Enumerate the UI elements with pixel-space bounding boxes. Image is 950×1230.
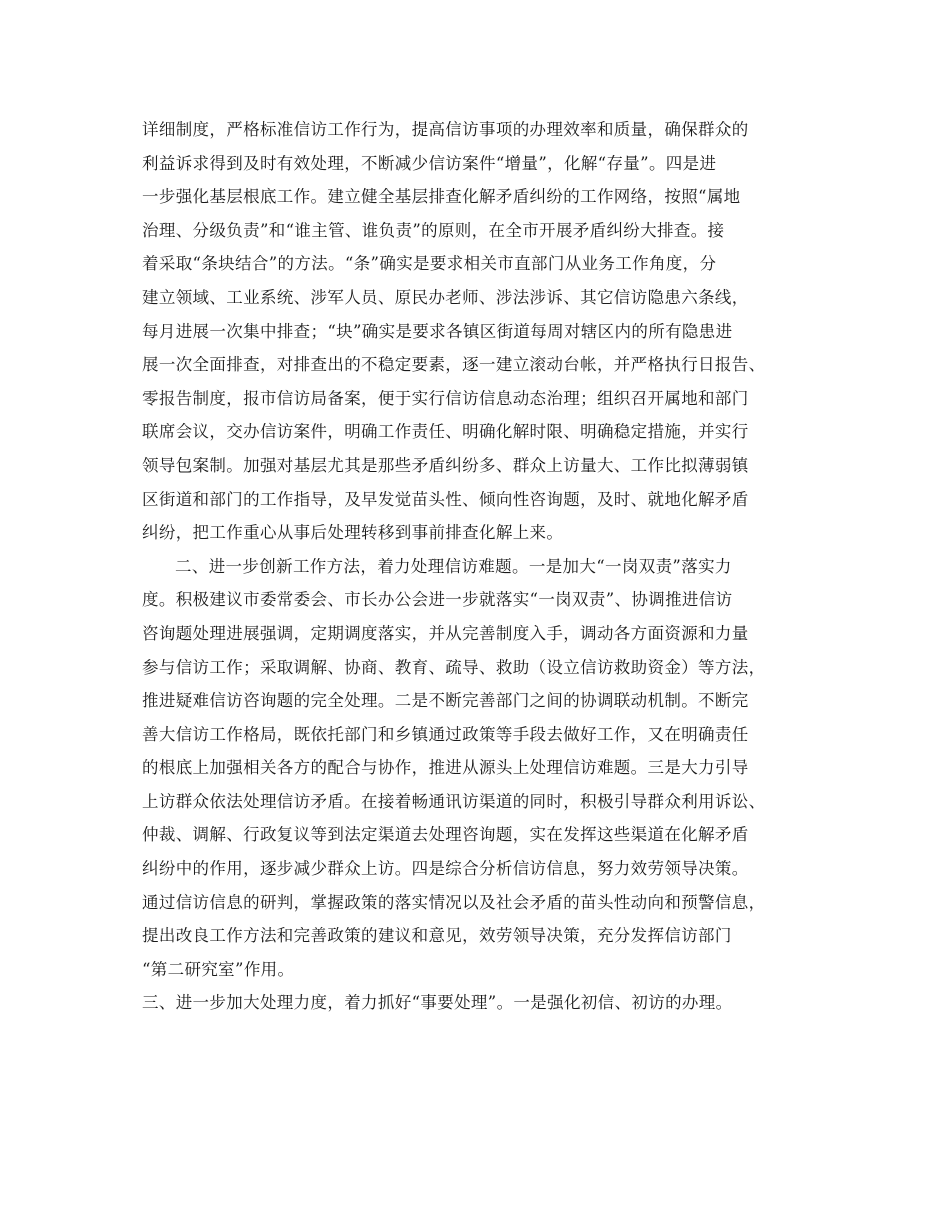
text-line-21: 上访群众依法处理信访矛盾。在接着畅通讯访渠道的同时，积极引导群众利用诉讼、	[142, 791, 766, 811]
text-line-27: 三、进一步加大处理力度，着力抓好“事要处理”。一是强化初信、初访的办理。	[142, 993, 733, 1013]
text-line-10: 联席会议，交办信访案件，明确工作责任、明确化解时限、明确稳定措施，并实行	[142, 422, 749, 442]
text-line-8: 展一次全面排查，对排查出的不稳定要素，逐一建立滚动台帐，并严格执行日报告、	[142, 355, 766, 375]
text-line-11: 领导包案制。加强对基层尤其是那些矛盾纠纷多、群众上访量大、工作比拟薄弱镇	[142, 455, 749, 475]
text-line-23: 纠纷中的作用，逐步减少群众上访。四是综合分析信访信息，努力效劳领导决策。	[142, 859, 749, 879]
text-line-9: 零报告制度，报市信访局备案，便于实行信访信息动态治理；组织召开属地和部门	[142, 388, 749, 408]
text-line-19: 善大信访工作格局，既依托部门和乡镇通过政策等手段去做好工作，又在明确责任	[142, 724, 749, 744]
text-line-15: 度。积极建议市委常委会、市长办公会进一步就落实“一岗双责”、协调推进信访	[142, 590, 733, 610]
text-line-12: 区街道和部门的工作指导，及早发觉苗头性、倾向性咨询题，及时、就地化解矛盾	[142, 489, 749, 509]
text-line-2: 利益诉求得到及时有效处理，不断减少信访案件“增量”，化解“存量”。四是进	[142, 153, 717, 173]
text-line-20: 的根底上加强相关各方的配合与协作，推进从源头上处理信访难题。三是大力引导	[142, 758, 749, 778]
text-line-3: 一步强化基层根底工作。建立健全基层排查化解矛盾纠纷的工作网络，按照“属地	[142, 187, 741, 207]
text-line-6: 建立领域、工业系统、涉军人员、原民办老师、涉法涉诉、其它信访隐患六条线，	[142, 287, 749, 307]
text-line-17: 参与信访工作；采取调解、协商、教育、疏导、救助（设立信访救助资金）等方法，	[142, 657, 766, 677]
text-line-25: 提出改良工作方法和完善政策的建议和意见，效劳领导决策，充分发挥信访部门	[142, 926, 732, 946]
text-line-5: 着采取“条块结合”的方法。“条”确实是要求相关市直部门从业务工作角度，分	[142, 254, 717, 274]
text-line-14: 二、进一步创新工作方法，着力处理信访难题。一是加大“一岗双责”落实力	[175, 556, 732, 576]
text-line-22: 仲裁、调解、行政复议等到法定渠道去处理咨询题，实在发挥这些渠道在化解矛盾	[142, 825, 749, 845]
text-line-7: 每月进展一次集中排查；“块”确实是要求各镇区街道每周对辖区内的所有隐患进	[142, 321, 733, 341]
body-text	[142, 113, 832, 1020]
text-line-4: 治理、分级负责”和“谁主管、谁负责”的原则，在全市开展矛盾纠纷大排查。接	[142, 220, 725, 240]
text-line-16: 咨询题处理进展强调，定期调度落实，并从完善制度入手，调动各方面资源和力量	[142, 623, 749, 643]
text-line-13: 纠纷，把工作重心从事后处理转移到事前排查化解上来。	[142, 523, 564, 543]
text-line-26: “第二研究室”作用。	[142, 959, 295, 979]
text-line-24: 通过信访信息的研判，掌握政策的落实情况以及社会矛盾的苗头性动向和预警信息，	[142, 892, 766, 912]
text-line-1: 详细制度，严格标准信访工作行为，提高信访事项的办理效率和质量，确保群众的	[142, 120, 749, 139]
text-line-18: 推进疑难信访咨询题的完全处理。二是不断完善部门之间的协调联动机制。不断完	[142, 691, 749, 711]
